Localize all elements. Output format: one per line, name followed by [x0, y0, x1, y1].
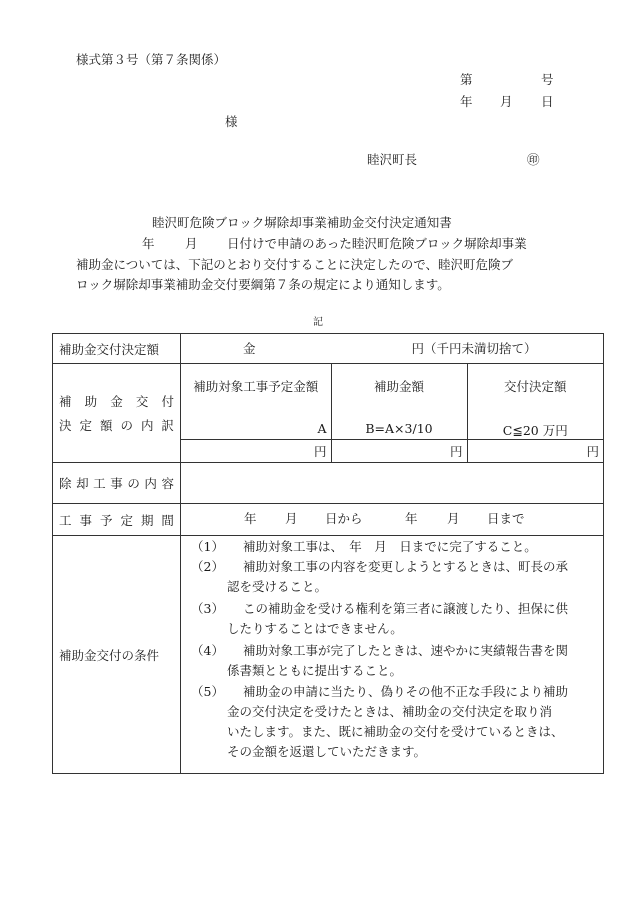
kin-label: 金: [243, 341, 256, 356]
decided-formula: C≦20 万円: [502, 423, 568, 438]
decided-yen: 円: [467, 440, 603, 463]
row-schedule: [53, 504, 604, 536]
row-removal-content: [53, 463, 604, 504]
col-subsidy: [331, 364, 467, 440]
document-title: 睦沢町危険ブロック塀除却事業補助金交付決定通知書: [152, 215, 452, 230]
condition-2-num: （2）: [191, 559, 224, 574]
number-go: 号: [541, 72, 554, 87]
subsidy-header: 補助金額: [373, 379, 424, 394]
issuer: 睦沢町長: [367, 152, 418, 167]
number-dai: 第: [460, 72, 473, 87]
row-conditions: [53, 536, 604, 774]
condition-5-line-3: いたします。また、既に補助金の交付を受けているときは、: [227, 724, 564, 739]
removal-content-label: 除 却 工 事 の 内 容: [53, 463, 181, 504]
breakdown-grid: [181, 364, 604, 463]
condition-5-line-2: 金の交付決定を受けたときは、補助金の交付決定を取り消: [227, 704, 553, 719]
condition-4-num: （4）: [191, 643, 224, 658]
decision-table: [52, 333, 604, 774]
condition-1-num: （1）: [191, 539, 224, 554]
subsidy-yen: 円: [331, 440, 467, 463]
seal-mark: ㊞: [527, 152, 540, 167]
addressee-suffix: 様: [225, 114, 238, 129]
decided-header: 交付決定額: [503, 379, 567, 394]
grant-amount-value: [181, 334, 604, 364]
body-line1: 日付けで申請のあった睦沢町危険ブロック塀除却事業: [227, 236, 527, 251]
body-year: 年: [142, 236, 155, 251]
schedule-end-year: 年: [405, 511, 418, 526]
schedule-end-month: 月: [447, 511, 460, 526]
body-line2: 補助金については、下記のとおり交付することに決定したので、睦沢町危険ブ: [76, 257, 514, 272]
condition-2-line-2: 認を受けること。: [227, 579, 328, 594]
yen-note: 円（千円未満切捨て）: [411, 341, 537, 356]
breakdown-label-line2: 決 定 額 の 内 訳: [59, 418, 174, 433]
row-grant-amount: [53, 334, 604, 364]
planned-cost-header: 補助対象工事予定金額: [193, 379, 319, 394]
col-decided: [467, 364, 603, 440]
condition-1-line-1: 補助対象工事は、 年 月 日までに完了すること。: [243, 539, 537, 554]
planned-cost-yen: 円: [181, 440, 331, 463]
breakdown-label-line1: 補 助 金 交 付: [59, 394, 174, 409]
date-day: 日: [541, 94, 554, 109]
schedule-value: [181, 504, 604, 536]
body-month: 月: [185, 236, 198, 251]
schedule-start-day: 日から: [325, 511, 363, 526]
body-line3: ロック塀除却事業補助金交付要綱第７条の規定により通知します。: [76, 277, 450, 292]
condition-5-num: （5）: [191, 684, 224, 699]
row-breakdown: [53, 364, 604, 463]
condition-3-line-2: したりすることはできません。: [227, 621, 403, 636]
subsidy-formula: B=A×3/10: [365, 421, 433, 436]
date-year: 年: [460, 94, 473, 109]
condition-2-line-1: 補助対象工事の内容を変更しようとするときは、町長の承: [243, 559, 569, 574]
condition-5-line-4: その金額を返還していただきます。: [227, 744, 427, 759]
date-month: 月: [500, 94, 513, 109]
conditions-list: [181, 536, 604, 774]
form-id: 様式第３号（第７条関係）: [76, 52, 227, 67]
condition-3-line-1: この補助金を受ける権利を第三者に譲渡したり、担保に供: [243, 601, 569, 616]
breakdown-label: [53, 364, 181, 463]
grant-amount-label: 補助金交付決定額: [53, 334, 181, 364]
ki-label: 記: [313, 317, 323, 328]
col-planned-cost: [181, 364, 331, 440]
condition-3-num: （3）: [191, 601, 224, 616]
schedule-start-year: 年: [244, 511, 257, 526]
schedule-start-month: 月: [285, 511, 298, 526]
schedule-label: 工 事 予 定 期 間: [53, 504, 181, 536]
conditions-label: 補助金交付の条件: [53, 536, 181, 774]
schedule-end-day: 日まで: [487, 511, 525, 526]
condition-4-line-1: 補助対象工事が完了したときは、速やかに実績報告書を関: [243, 643, 569, 658]
condition-5-line-1: 補助金の申請に当たり、偽りその他不正な手段により補助: [243, 684, 569, 699]
planned-cost-formula: A: [317, 421, 327, 436]
removal-content-value: [181, 463, 604, 504]
condition-4-line-2: 係書類とともに提出すること。: [227, 663, 403, 678]
